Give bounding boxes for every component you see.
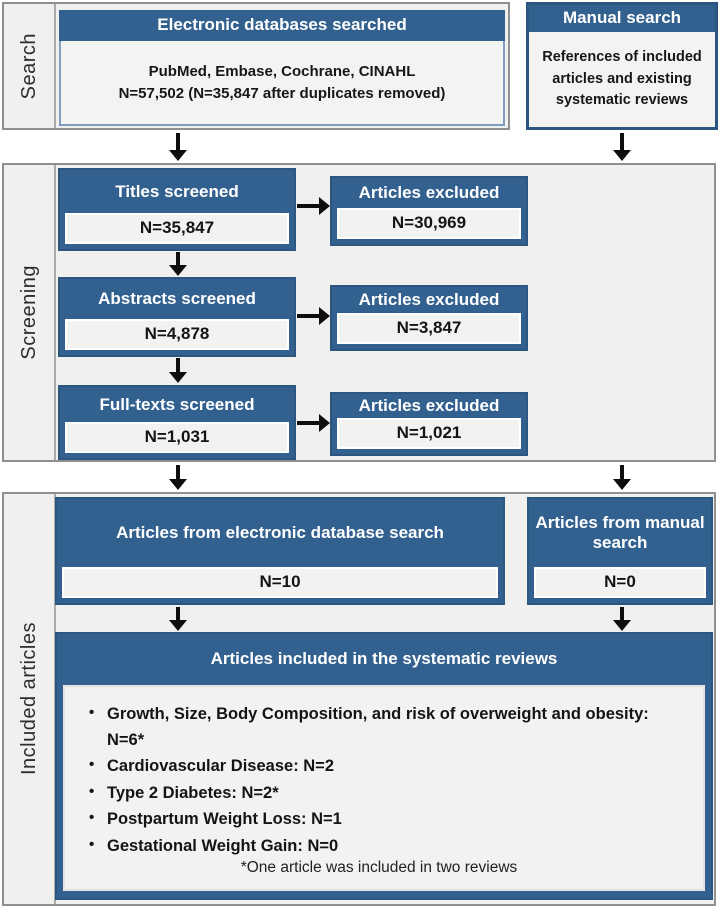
abstracts-screened-box bbox=[58, 277, 296, 357]
electronic-databases-sources: PubMed, Embase, Cochrane, CINAHL bbox=[148, 62, 416, 80]
summary-box bbox=[55, 632, 713, 900]
arrow-down-icon bbox=[169, 252, 187, 276]
titles-excluded-title: Articles excluded bbox=[358, 183, 500, 203]
search-section-panel bbox=[2, 2, 510, 130]
manual-search-title: Manual search bbox=[529, 5, 715, 32]
summary-bullet-list bbox=[81, 701, 677, 859]
manual-result-count: N=0 bbox=[534, 567, 706, 598]
titles-screened-box bbox=[58, 168, 296, 251]
manual-result-box bbox=[527, 497, 713, 605]
summary-title: Articles included in the systematic reviews bbox=[210, 649, 558, 669]
summary-bullet: • Postpartum Weight Loss: N=1 bbox=[81, 806, 677, 832]
screening-section-label-column bbox=[4, 165, 56, 460]
abstracts-screened-title: Abstracts screened bbox=[98, 289, 256, 309]
summary-bullet: • Type 2 Diabetes: N=2* bbox=[81, 780, 677, 806]
arrow-down-icon bbox=[169, 133, 187, 161]
electronic-result-count: N=10 bbox=[62, 567, 498, 598]
included-section-label: Included articles bbox=[17, 622, 40, 776]
titles-screened-count: N=35,847 bbox=[65, 213, 289, 244]
titles-excluded-count: N=30,969 bbox=[337, 208, 521, 239]
fulltexts-screened-count: N=1,031 bbox=[65, 422, 289, 453]
summary-footnote: *One article was included in two reviews bbox=[240, 859, 518, 876]
electronic-databases-body bbox=[59, 41, 505, 126]
abstracts-screened-count: N=4,878 bbox=[65, 319, 289, 350]
arrow-right-icon bbox=[297, 197, 330, 215]
arrow-down-icon bbox=[613, 465, 631, 490]
manual-result-title: Articles from manual search bbox=[535, 513, 705, 552]
summary-bullet: • Growth, Size, Body Composition, and risk of overweight and obesity: N=6* bbox=[81, 701, 677, 754]
titles-screened-title: Titles screened bbox=[115, 181, 239, 201]
fulltexts-excluded-count: N=1,021 bbox=[337, 418, 521, 449]
electronic-databases-title: Electronic databases searched bbox=[59, 10, 505, 41]
titles-excluded-box bbox=[330, 176, 528, 246]
search-section-label: Search bbox=[17, 32, 40, 100]
manual-search-box bbox=[526, 2, 718, 130]
electronic-databases-box bbox=[59, 10, 505, 126]
abstracts-excluded-title: Articles excluded bbox=[358, 290, 500, 310]
arrow-down-icon bbox=[169, 607, 187, 631]
search-section-label-column bbox=[4, 4, 56, 128]
electronic-databases-count: N=57,502 (N=35,847 after duplicates removed) bbox=[118, 84, 446, 102]
abstracts-excluded-count: N=3,847 bbox=[337, 313, 521, 344]
fulltexts-screened-box bbox=[58, 385, 296, 460]
manual-search-body: References of included articles and existing systematic reviews bbox=[529, 32, 715, 127]
arrow-down-icon bbox=[613, 133, 631, 161]
fulltexts-screened-title: Full-texts screened bbox=[99, 394, 255, 414]
abstracts-excluded-box bbox=[330, 285, 528, 351]
arrow-right-icon bbox=[297, 307, 330, 325]
arrow-down-icon bbox=[169, 465, 187, 490]
screening-section-label: Screening bbox=[17, 265, 40, 360]
summary-bullet: • Gestational Weight Gain: N=0 bbox=[81, 833, 677, 859]
arrow-right-icon bbox=[297, 414, 330, 432]
electronic-result-title: Articles from electronic database search bbox=[116, 523, 444, 543]
arrow-down-icon bbox=[613, 607, 631, 631]
electronic-result-box bbox=[55, 497, 505, 605]
summary-bullet: • Cardiovascular Disease: N=2 bbox=[81, 753, 677, 779]
included-section-label-column bbox=[4, 494, 56, 904]
arrow-down-icon bbox=[169, 358, 187, 383]
fulltexts-excluded-box bbox=[330, 392, 528, 456]
fulltexts-excluded-title: Articles excluded bbox=[358, 396, 500, 416]
summary-content bbox=[63, 685, 705, 891]
